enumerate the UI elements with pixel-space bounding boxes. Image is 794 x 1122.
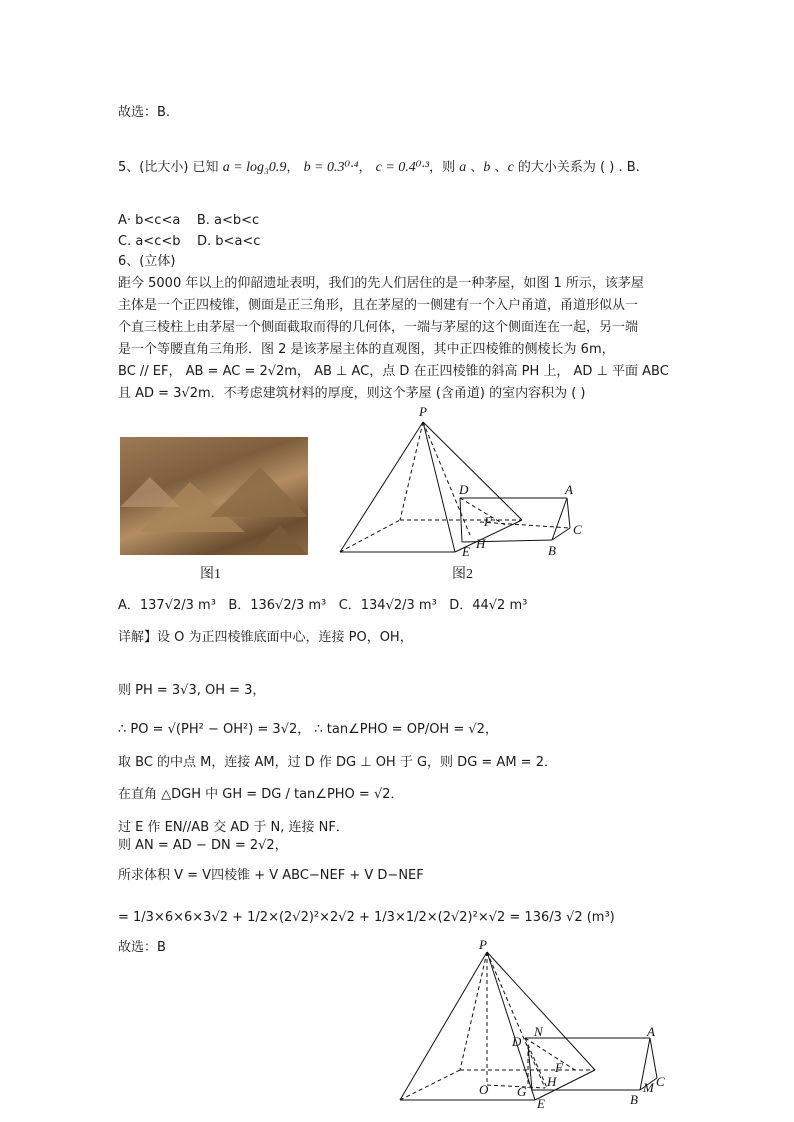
q5-tail: 的大小关系为 ( ) . B. [517,160,640,175]
q5-option-b: B. a<b<c [196,213,260,228]
fig1-caption: 图1 [200,567,221,582]
solution-line-6: 过 E 作 EN//AB 交 AD 于 N, 连接 NF． [118,820,349,835]
solution-line-2: 则 PH = 3√3, OH = 3， [118,683,266,698]
solution-line-1: 详解】设 O 为正四棱锥底面中心，连接 PO，OH， [118,630,413,645]
q6-body-line-4: 是一个等腰直角三角形．图 2 是该茅屋主体的直观图，其中正四棱锥的侧棱长为 6m， [118,342,615,357]
q5-stem: 5、(比大小) 已知 a = log₃0.9， b = 0.3⁰·⁴， c = 0.4⁰·³，则 a 、b 、c 的大小关系为 ( ) . B. [118,160,640,175]
fig3-label-A: A [647,1024,655,1039]
solution-line-8: 所求体积 V = V四棱锥 + V ABC−NEF + V D−NEF [118,868,424,883]
q5-options-row1 [118,213,259,229]
fig2-label-A: A [565,482,573,497]
q6-body-line-5: BC // EF， AB = AC = 2√2m， AB ⊥ AC，点 D 在正四棱锥的斜高 PH 上， AD ⊥ 平面 ABC [118,364,669,379]
fig2-label-E: E [462,544,470,559]
hut-photo [120,437,308,555]
q5-options-row2 [118,234,260,250]
fig2-label-H: H [476,536,486,551]
solution-line-5: 在直角 △DGH 中 GH = DG / tan∠PHO = √2． [118,787,404,802]
fig2-label-P: P [419,404,427,419]
solution-line-3: ∴ PO = √(PH² − OH²) = 3√2， ∴ tan∠PHO = OP/OH = √2， [118,722,498,737]
q5-mid: ，则 [429,160,456,175]
q6-choice-b: B．136√2/3 m³ [228,598,327,613]
q6-body-line-1: 距今 5000 年以上的仰韶遗址表明，我们的先人们居住的是一种茅屋，如图 1 所示，该茅屋 [118,276,644,291]
fig2-label-F: F [484,514,492,529]
solution-line-7: 则 AN = AD − DN = 2√2， [118,838,288,853]
fig3-label-E: E [537,1096,545,1110]
solution-answer: 故选：B [118,940,166,955]
fig3-label-G: G [517,1084,527,1099]
fig3-label-N: N [534,1024,543,1039]
q6-choices [118,598,527,614]
q6-choice-c: C．134√2/3 m³ [338,598,437,613]
q5-option-a: A· b<c<a [118,213,181,228]
pyramid-diagram-solution [395,940,675,1110]
fig3-label-D: D [512,1034,522,1049]
fig2-caption: 图2 [452,567,473,582]
fig3-label-F: F [555,1060,563,1075]
solution-line-4: 取 BC 的中点 M，连接 AM，过 D 作 DG ⊥ OH 于 G，则 DG = AM = 2． [118,755,557,770]
pyramid-diagram-fig2 [330,400,590,560]
q5-c-expr: c = 0.4⁰·³ [375,160,430,175]
q5-b-expr: b = 0.3⁰·⁴ [303,160,359,175]
q6-body-line-2: 主体是一个正四棱锥，侧面是正三角形，且在茅屋的一侧建有一个入户甬道，甬道形似从一 [118,298,639,313]
solution-line-9: = 1/3×6×6×3√2 + 1/2×(2√2)²×2√2 + 1/3×1/2×(2√2)²×√2 = 136/3 √2 (m³) [118,910,615,925]
q5-option-c: C. a<c<b [118,234,181,249]
q5-option-d: D. b<a<c [197,234,261,249]
q5-prefix: 5、(比大小) 已知 [118,160,219,175]
fig2-label-D: D [459,482,469,497]
fig3-label-C: C [656,1074,665,1089]
fig2-label-B: B [548,543,556,558]
prev-answer: 故选：B. [118,105,171,120]
fig3-label-O: O [479,1082,489,1097]
q6-choice-a: A．137√2/3 m³ [118,598,216,613]
q5-a-expr: a = log₃0.9 [222,160,287,175]
fig2-label-C: C [573,522,582,537]
fig3-label-P: P [479,940,487,952]
q6-body-line-3: 个直三棱柱上由茅屋一个侧面截取而得的几何体，一端与茅屋的这个侧面连在一起，另一端 [118,320,639,335]
q6-body-line-6: 且 AD = 3√2m．不考虑建筑材料的厚度，则这个茅屋 (含甬道) 的室内容积为 ( ) [118,386,586,401]
q6-choice-d: D．44√2 m³ [449,598,528,613]
fig3-label-B: B [630,1092,638,1107]
fig3-label-H: H [547,1074,557,1089]
fig3-label-M: M [643,1080,654,1095]
q6-header: 6、(立体) [118,254,176,269]
